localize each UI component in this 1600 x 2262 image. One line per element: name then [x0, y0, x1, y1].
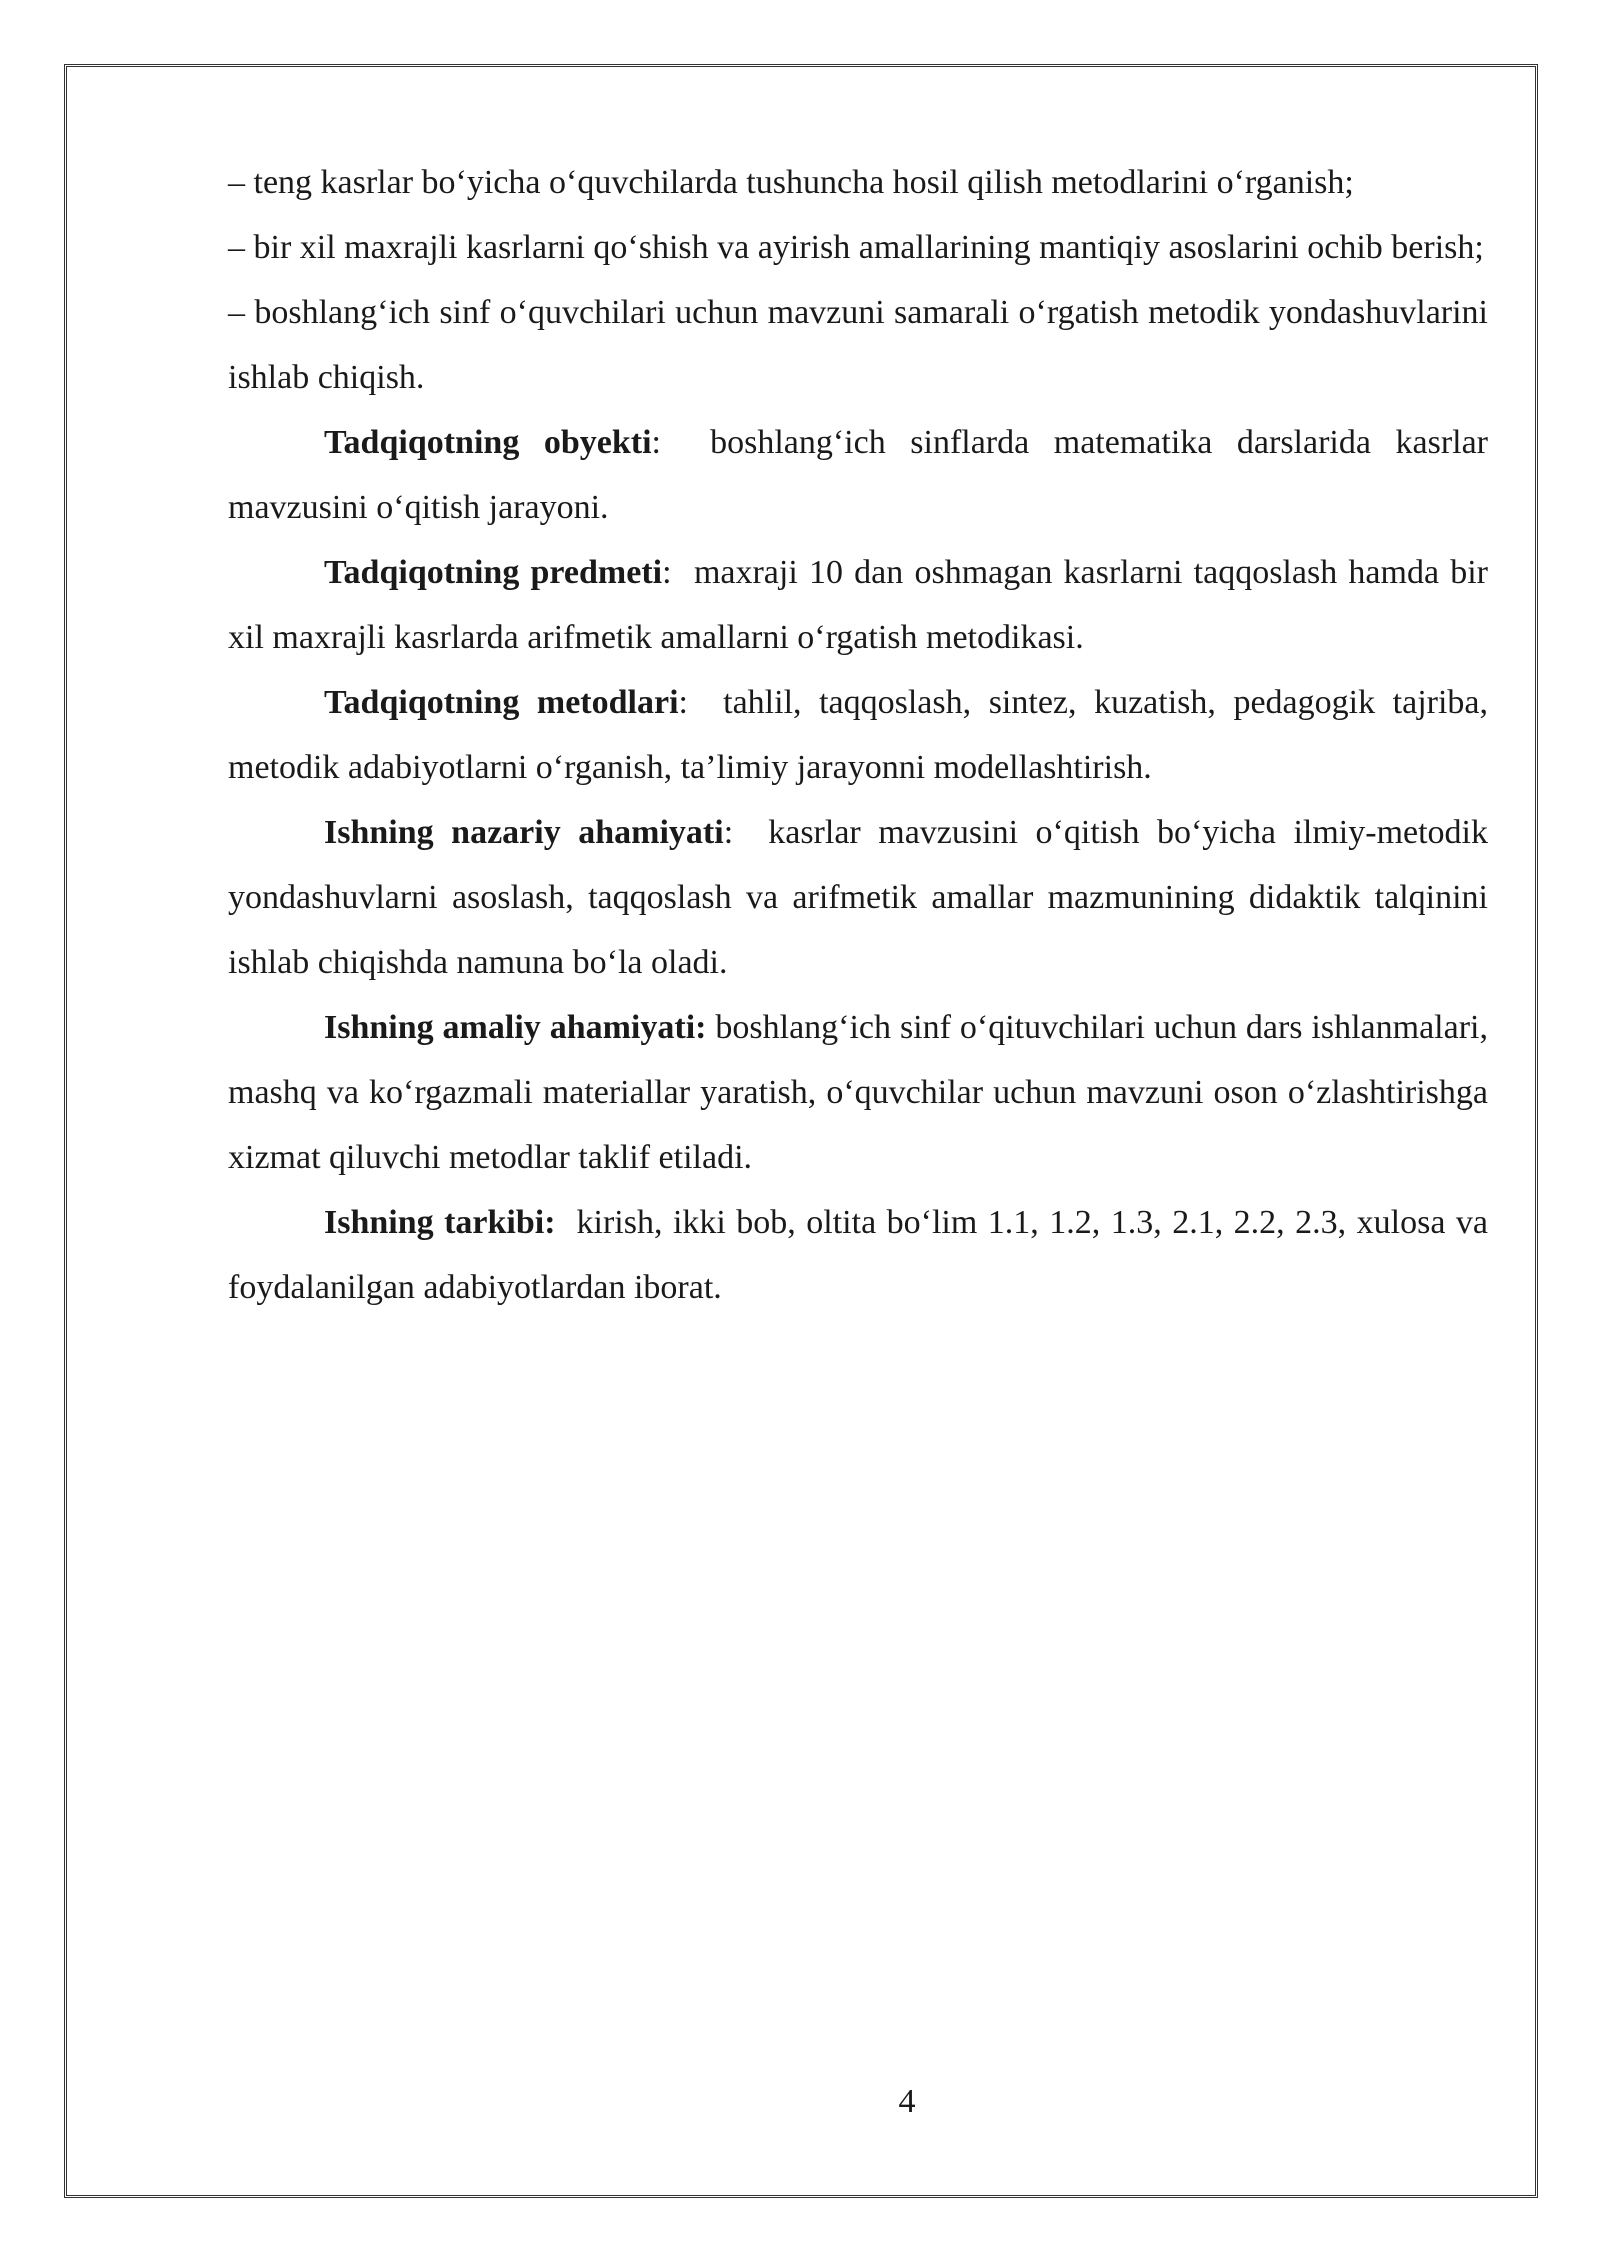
- section-text: boshlang‘ich sinf o‘qituvchilari uchun dars ishlanmalari, mashq va ko‘rgazmali materiallar yaratish, o‘quvchilar uchun mavzuni oson o‘zlashtirishga xizmat qiluvchi metodlar taklif etiladi.: [228, 1009, 1497, 1176]
- list-item: – teng kasrlar bo‘yicha o‘quvchilarda tushuncha hosil qilish metodlarini o‘rganish;: [228, 164, 1354, 201]
- list-item: – boshlang‘ich sinf o‘quvchilari uchun mavzuni samarali o‘rgatish metodik yondashuvlarini ishlab chiqish.: [228, 294, 1488, 396]
- section-object: [228, 410, 1497, 540]
- section-theoretical-significance: [228, 800, 1497, 995]
- section-subject: [228, 540, 1497, 670]
- document-body: [228, 150, 1497, 1320]
- section-separator: :: [662, 554, 672, 591]
- section-text: kirish, ikki bob, oltita bo‘lim 1.1, 1.2, 1.3, 2.1, 2.2, 2.3, xulosa va foydalanilgan adabiyotlardan iborat.: [228, 1204, 1497, 1306]
- section-heading: Tadqiqotning metodlari: [324, 684, 679, 721]
- section-methods: [228, 670, 1497, 800]
- section-separator: :: [651, 424, 661, 461]
- section-text: boshlang‘ich sinflarda matematika darslarida kasrlar mavzusini o‘qitish jarayoni.: [228, 424, 1497, 526]
- section-separator: :: [723, 814, 734, 851]
- section-practical-significance: [228, 995, 1497, 1190]
- section-heading: Ishning amaliy ahamiyati:: [324, 1009, 707, 1046]
- section-structure: [228, 1190, 1497, 1320]
- section-heading: Ishning tarkibi:: [324, 1204, 556, 1241]
- section-text: maxraji 10 dan oshmagan kasrlarni taqqoslash hamda bir xil maxrajli kasrlarda arifmetik amallarni o‘rgatish metodikasi.: [228, 554, 1497, 656]
- section-separator: :: [678, 684, 688, 721]
- section-heading: Tadqiqotning predmeti: [324, 554, 663, 591]
- list-item: – bir xil maxrajli kasrlarni qo‘shish va ayirish amallarining mantiqiy asoslarini ochib berish;: [228, 229, 1484, 266]
- page-number: [0, 2082, 1600, 2122]
- section-text: kasrlar mavzusini o‘qitish bo‘yicha ilmiy-metodik yondashuvlarni asoslash, taqqoslash va arifmetik amallar mazmunining didaktik talqinini ishlab chiqishda namuna bo‘la oladi.: [228, 814, 1497, 981]
- page-number-text: 4: [898, 2083, 916, 2120]
- section-heading: Ishning nazariy ahamiyati: [324, 814, 724, 851]
- section-text: tahlil, taqqoslash, sintez, kuzatish, pedagogik tajriba, metodik adabiyotlarni o‘rganish, ta’limiy jarayonni modellashtirish.: [228, 684, 1497, 786]
- section-heading: Tadqiqotning obyekti: [324, 424, 652, 461]
